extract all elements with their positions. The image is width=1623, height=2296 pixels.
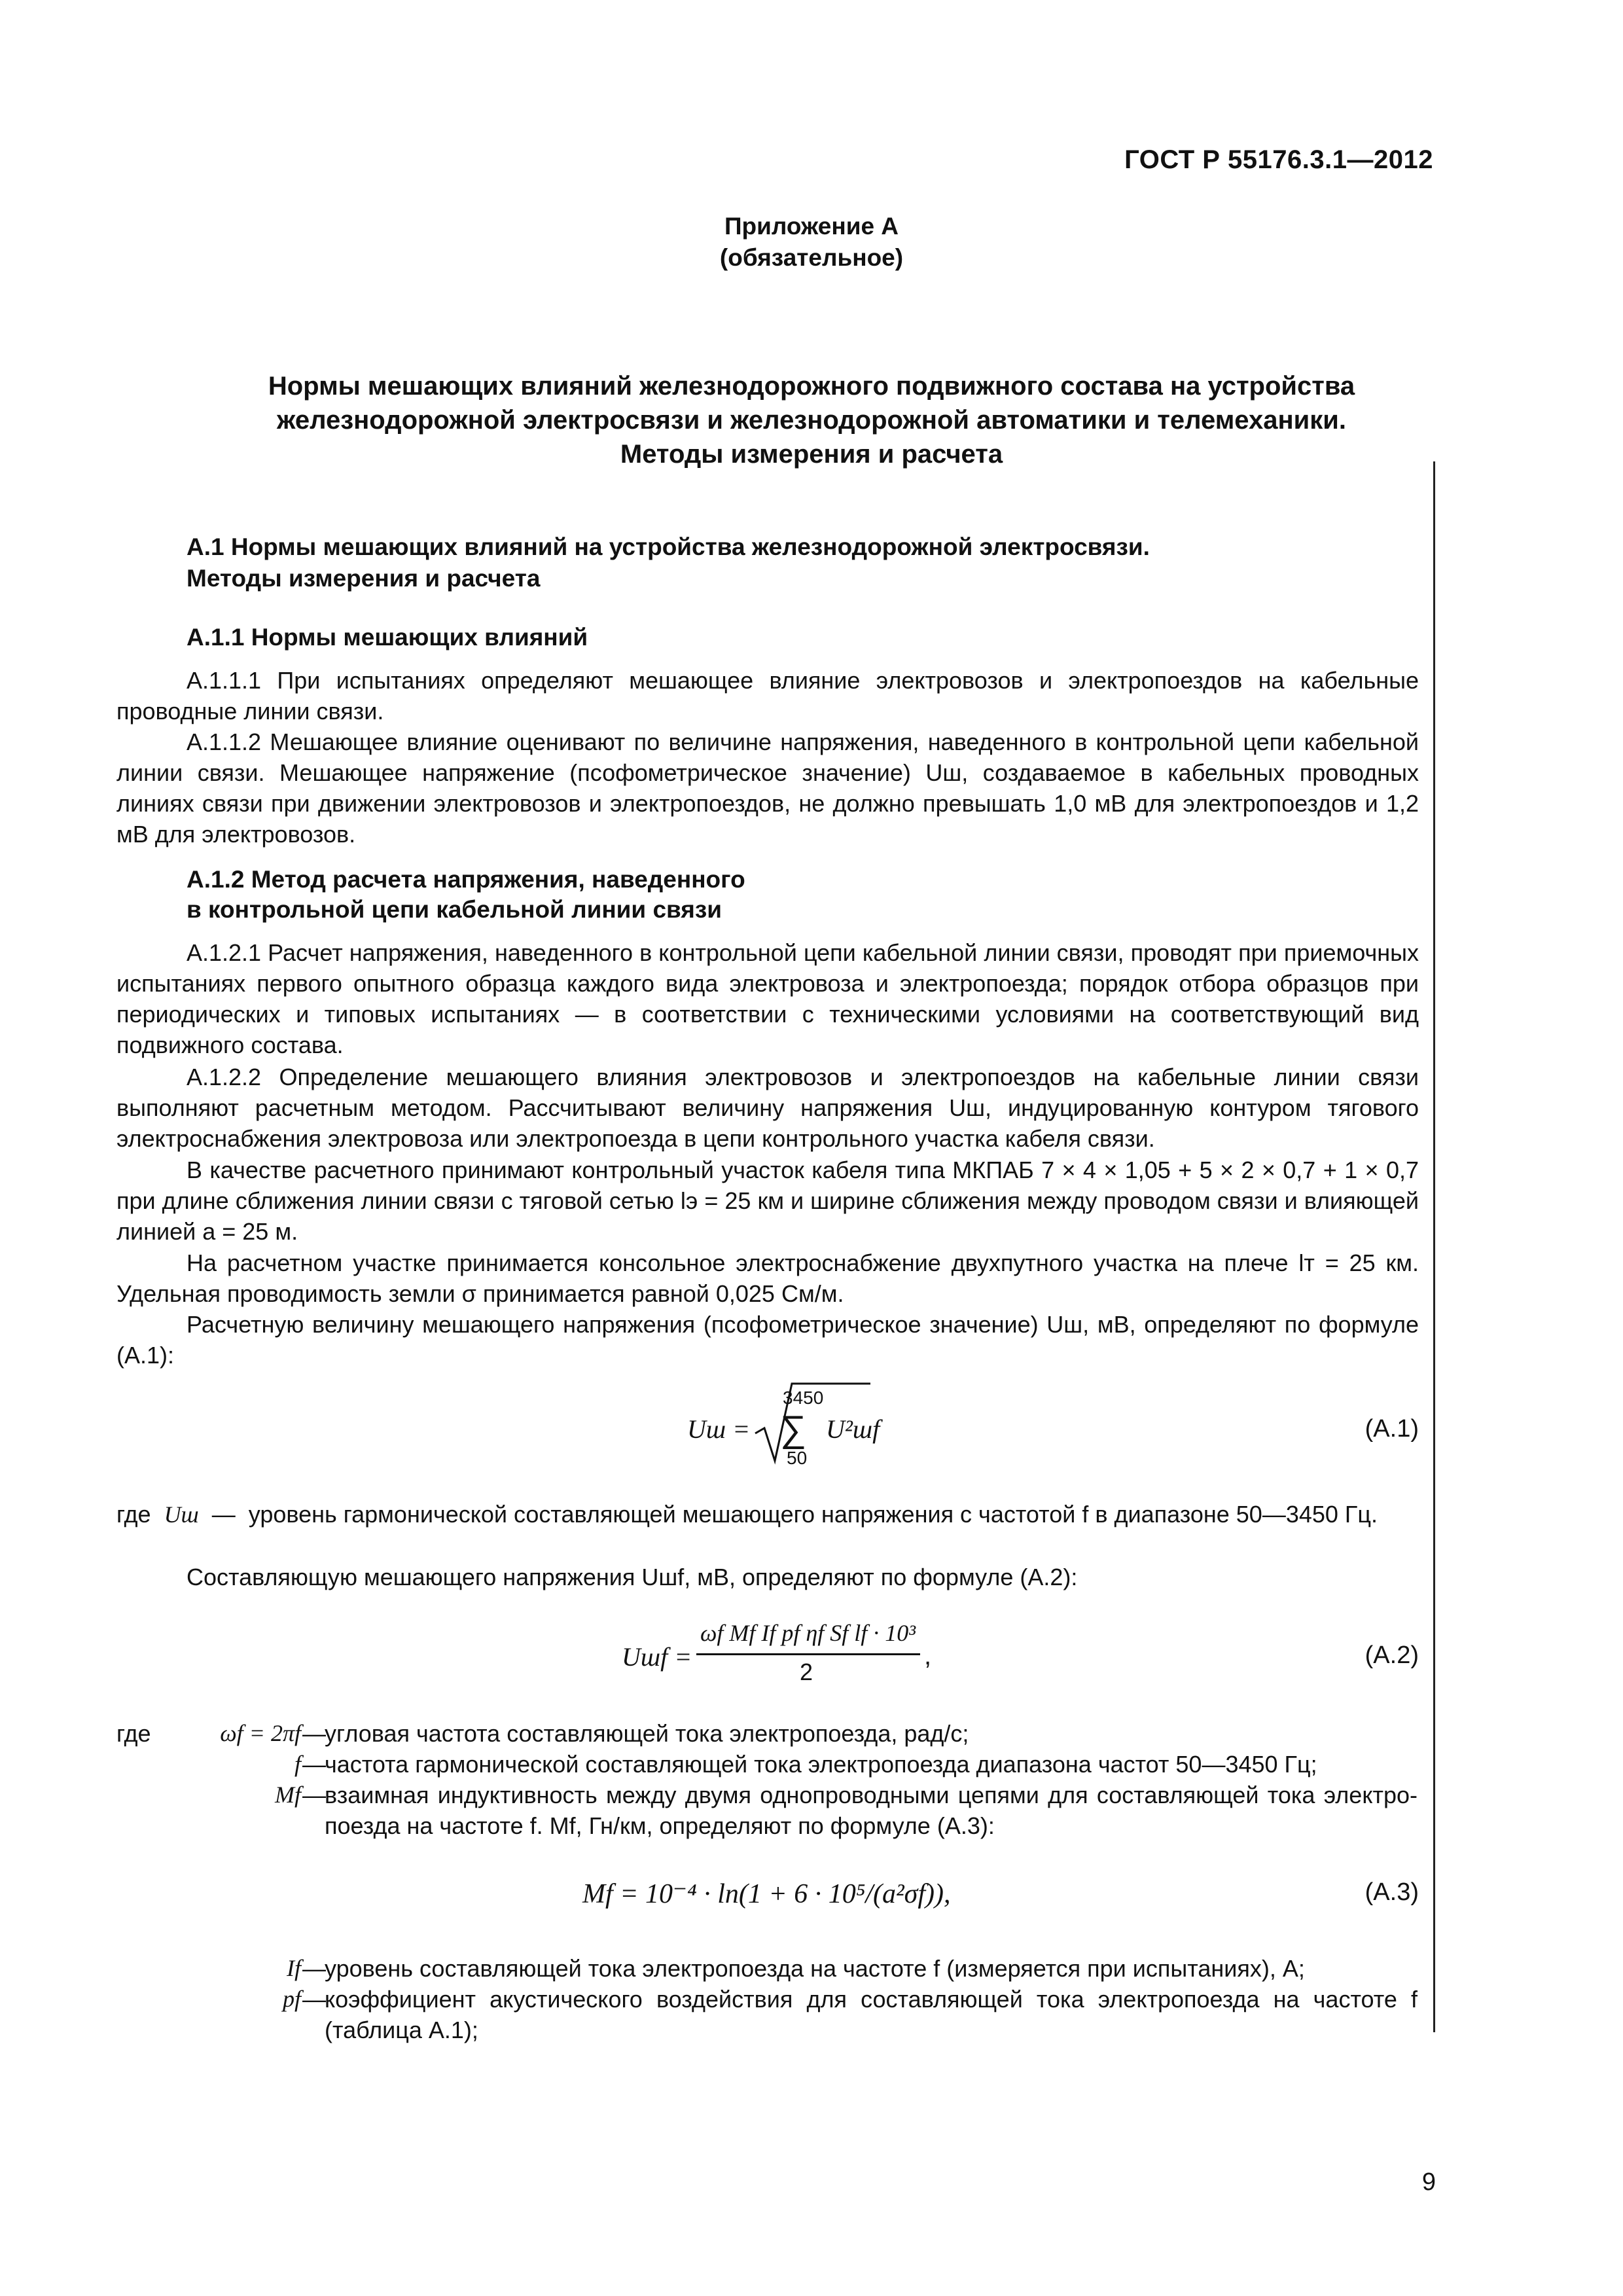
def-text-mf-cont: поезда на частоте f. Mf, Гн/км, определяют по формуле (А.3): [325,1812,995,1839]
title-line-2: железнодорожной электросвязи и железнодорожной автоматики и телемеханики. [277,406,1346,435]
summation-sign-icon: ∑ [780,1408,806,1449]
def-dash: — [302,1782,326,1808]
paragraph-intro-a2: Составляющую мешающего напряжения Uшf, мВ, определяют по формуле (А.2): [187,1564,1078,1590]
equation-number-a2: (А.2) [1364,1641,1419,1669]
equation-number-a1: (А.1) [1364,1415,1419,1443]
def-text-omega: угловая частота составляющей тока электропоезда, рад/с; [325,1720,969,1747]
def-text-mf: взаимная индуктивность между двумя однопроводными цепями для составляющей тока электро- [325,1782,1418,1808]
title-line-3: Методы измерения и расчета [620,440,1003,469]
page-number: 9 [1421,2168,1436,2196]
paragraph-intro-a1: Расчетную величину мешающего напряжения (псофометрическое значение) Uш, мВ, определяют по формуле (А.1): [116,1311,1419,1369]
paragraph-calc-section: В качестве расчетного принимают контрольный участок кабеля типа МКПАБ 7 × 4 × 1,05 + 5 × 2 × 0,7 + 1 × 0,7 при длине сближения линии связи с тяговой сетью lэ = 25 км и ширине сближения между проводом связи и влияющей линией a = 25 м. [116,1157,1419,1245]
def-dash: — [302,1955,326,1982]
equation-number-a3: (А.3) [1364,1878,1419,1906]
def-text-if: уровень составляющей тока электропоезда на частоте f (измеряется при испытаниях), А; [325,1955,1305,1982]
sum-lower-limit: 50 [787,1448,808,1468]
formula-a3: Mf = 10⁻⁴ · ln(1 + 6 · 10⁵/(a²σf)), [582,1879,951,1909]
formula-a1-lhs: Uш = [687,1414,751,1444]
def-lead-where: где [116,1720,151,1747]
def-text-pf-cont: (таблица А.1); [325,2017,478,2043]
formula-a2-numerator: ωf Mf If pf ηf Sf lf · 10³ [700,1620,916,1646]
section-a12-heading: А.1.2 Метод расчета напряжения, наведенного [187,866,745,893]
section-a11-heading: А.1.1 Нормы мешающих влияний [187,624,588,651]
sum-upper-limit: 3450 [783,1388,824,1408]
def-text-f: частота гармонической составляющей тока электропоезда диапазона частот 50—3450 Гц; [325,1751,1317,1778]
def-dash: — [302,1720,326,1747]
def-symbol-omega: ωf = 2πf [220,1720,301,1746]
formula-a2-denominator: 2 [800,1659,813,1685]
section-a12-heading-cont: в контрольной цепи кабельной линии связи [187,896,722,923]
paragraph-a112: А.1.1.2 Мешающее влияние оценивают по величине напряжения, наведенного в контрольной цепи кабельной линии связи. Мешающее напряжение (псофометрическое значение) Uш, создаваемое в кабельных проводных линиях связи при движении электровозов и электропоездов, не должно превышать 1,0 мВ для электропоездов и 1,2 мВ для электровозов. [116,728,1419,848]
formula-a2-lhs: Uшf = [622,1642,692,1672]
def-text-pf: коэффициент акустического воздействия для составляющей тока электропоезда на частоте f [325,1986,1418,2013]
appendix-label: Приложение А [724,213,899,240]
def-symbol-mf: Mf [275,1782,301,1808]
def-dash: — [302,1986,326,2013]
section-a1-heading-cont: Методы измерения и расчета [187,565,541,592]
def-symbol-if: If [287,1955,301,1981]
fraction-bar [696,1653,920,1655]
formula-a2-comma: , [924,1641,932,1670]
standard-number: ГОСТ Р 55176.3.1—2012 [1124,145,1433,174]
sum-term: U²шf [826,1414,880,1444]
def-symbol-pf: pf [282,1986,301,2012]
paragraph-a111: А.1.1.1 При испытаниях определяют мешающее влияние электровозов и электропоездов на кабельные проводные линии связи. [116,667,1419,725]
section-a1-heading: А.1 Нормы мешающих влияний на устройства железнодорожной электросвязи. [187,533,1150,560]
title-line-1: Нормы мешающих влияний железнодорожного подвижного состава на устройства [268,372,1355,401]
paragraph-a121: А.1.2.1 Расчет напряжения, наведенного в контрольной цепи кабельной линии связи, проводят при приемочных испытаниях первого опытного образца каждого вида электровоза и электропоезда; порядок отбора образцов при периодических и типовых испытаниях — в соответствии с техническими условиями на соответствующий вид подвижного состава. [116,939,1419,1058]
def-dash: — [302,1751,326,1778]
paragraph-console-supply: На расчетном участке принимается консольное электроснабжение двухпутного участка на плече lт = 25 км. Удельная проводимость земли σ принимается равной 0,025 См/м. [116,1249,1419,1307]
margin-change-bar [1433,461,1435,2032]
where-a1: где Uш — уровень гармонической составляющей мешающего напряжения с частотой f в диапазоне 50—3450 Гц. [116,1501,1378,1528]
def-symbol-f: f [294,1751,301,1777]
appendix-status: (обязательное) [719,244,904,271]
paragraph-a122: А.1.2.2 Определение мешающего влияния электровозов и электропоездов на кабельные линии связи выполняют расчетным методом. Рассчитывают величину напряжения Uш, индуцированную контуром тягового электроснабжения электровоза или электропоезда в цепи контрольного участка кабеля связи. [116,1064,1419,1152]
